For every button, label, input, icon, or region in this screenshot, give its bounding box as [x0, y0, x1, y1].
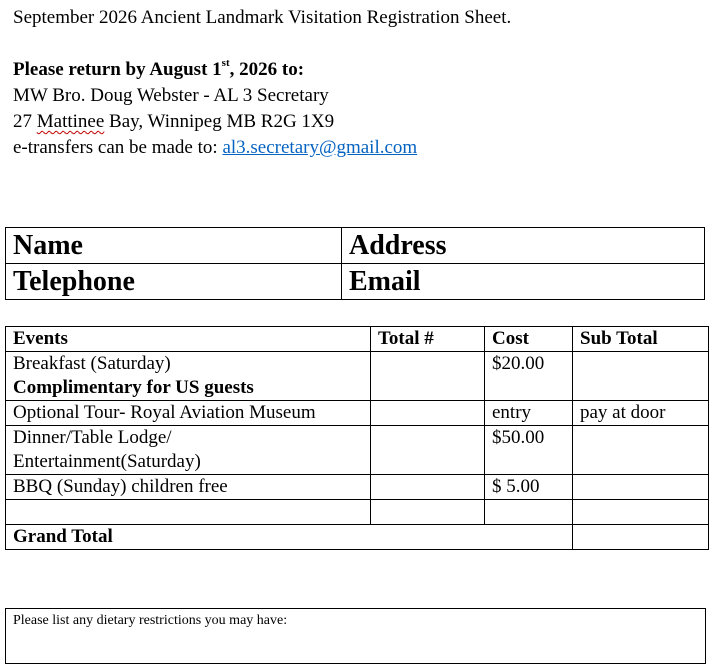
event-cell: Optional Tour- Royal Aviation Museum — [6, 401, 371, 426]
table-row — [6, 401, 709, 426]
subtotal-cell[interactable] — [573, 426, 709, 475]
event-cell — [6, 426, 371, 475]
header-events: Events — [6, 327, 371, 352]
events-header-row — [6, 327, 709, 352]
grand-total-label: Grand Total — [6, 525, 573, 550]
return-prefix: Please return by August 1 — [13, 59, 222, 80]
etransfer-line — [13, 137, 417, 159]
contact-table — [5, 227, 705, 300]
subtotal-cell[interactable] — [573, 352, 709, 401]
cost-cell: $50.00 — [485, 426, 573, 475]
secretary-name: MW Bro. Doug Webster - AL 3 Secretary — [13, 85, 329, 106]
etransfer-email-link[interactable]: al3.secretary@gmail.com — [222, 137, 418, 158]
events-table — [5, 326, 709, 550]
total-cell[interactable] — [371, 352, 485, 401]
address-rest: Bay, Winnipeg MB R2G 1X9 — [109, 111, 335, 132]
address-field[interactable]: Address — [342, 228, 705, 264]
mailing-address — [13, 111, 334, 133]
address-street: Mattinee — [36, 111, 105, 132]
dietary-prompt: Please list any dietary restrictions you may have: — [13, 613, 288, 628]
table-row-empty — [6, 500, 709, 525]
cost-cell: entry — [485, 401, 573, 426]
cost-cell: $20.00 — [485, 352, 573, 401]
table-row — [6, 475, 709, 500]
subtotal-cell: pay at door — [573, 401, 709, 426]
empty-event-cell[interactable] — [6, 500, 371, 525]
event-note: Complimentary for US guests — [13, 377, 254, 398]
event-cell — [6, 352, 371, 401]
header-subtotal: Sub Total — [573, 327, 709, 352]
address-number: 27 — [13, 111, 32, 132]
empty-subtotal-cell[interactable] — [573, 500, 709, 525]
event-label: Breakfast (Saturday) — [13, 353, 171, 374]
empty-cost-cell[interactable] — [485, 500, 573, 525]
subtotal-cell[interactable] — [573, 475, 709, 500]
cost-cell: $ 5.00 — [485, 475, 573, 500]
return-suffix: , 2026 to: — [229, 59, 305, 80]
total-cell[interactable] — [371, 426, 485, 475]
dietary-box[interactable] — [5, 608, 706, 664]
event-cell: BBQ (Sunday) children free — [6, 475, 371, 500]
table-row — [6, 426, 709, 475]
grand-total-row — [6, 525, 709, 550]
grand-total-value[interactable] — [573, 525, 709, 550]
telephone-field[interactable]: Telephone — [6, 264, 342, 300]
total-cell[interactable] — [371, 401, 485, 426]
return-instruction — [13, 56, 305, 81]
page-title: September 2026 Ancient Landmark Visitation Registration Sheet. — [13, 7, 512, 28]
email-field[interactable]: Email — [342, 264, 705, 300]
name-field[interactable]: Name — [6, 228, 342, 264]
empty-total-cell[interactable] — [371, 500, 485, 525]
header-total: Total # — [371, 327, 485, 352]
total-cell[interactable] — [371, 475, 485, 500]
header-cost: Cost — [485, 327, 573, 352]
event-label: Dinner/Table Lodge/ — [13, 427, 172, 448]
return-ordinal: st — [221, 56, 230, 69]
table-row — [6, 352, 709, 401]
event-label-line2: Entertainment(Saturday) — [13, 451, 201, 472]
etransfer-label: e-transfers can be made to: — [13, 137, 218, 158]
